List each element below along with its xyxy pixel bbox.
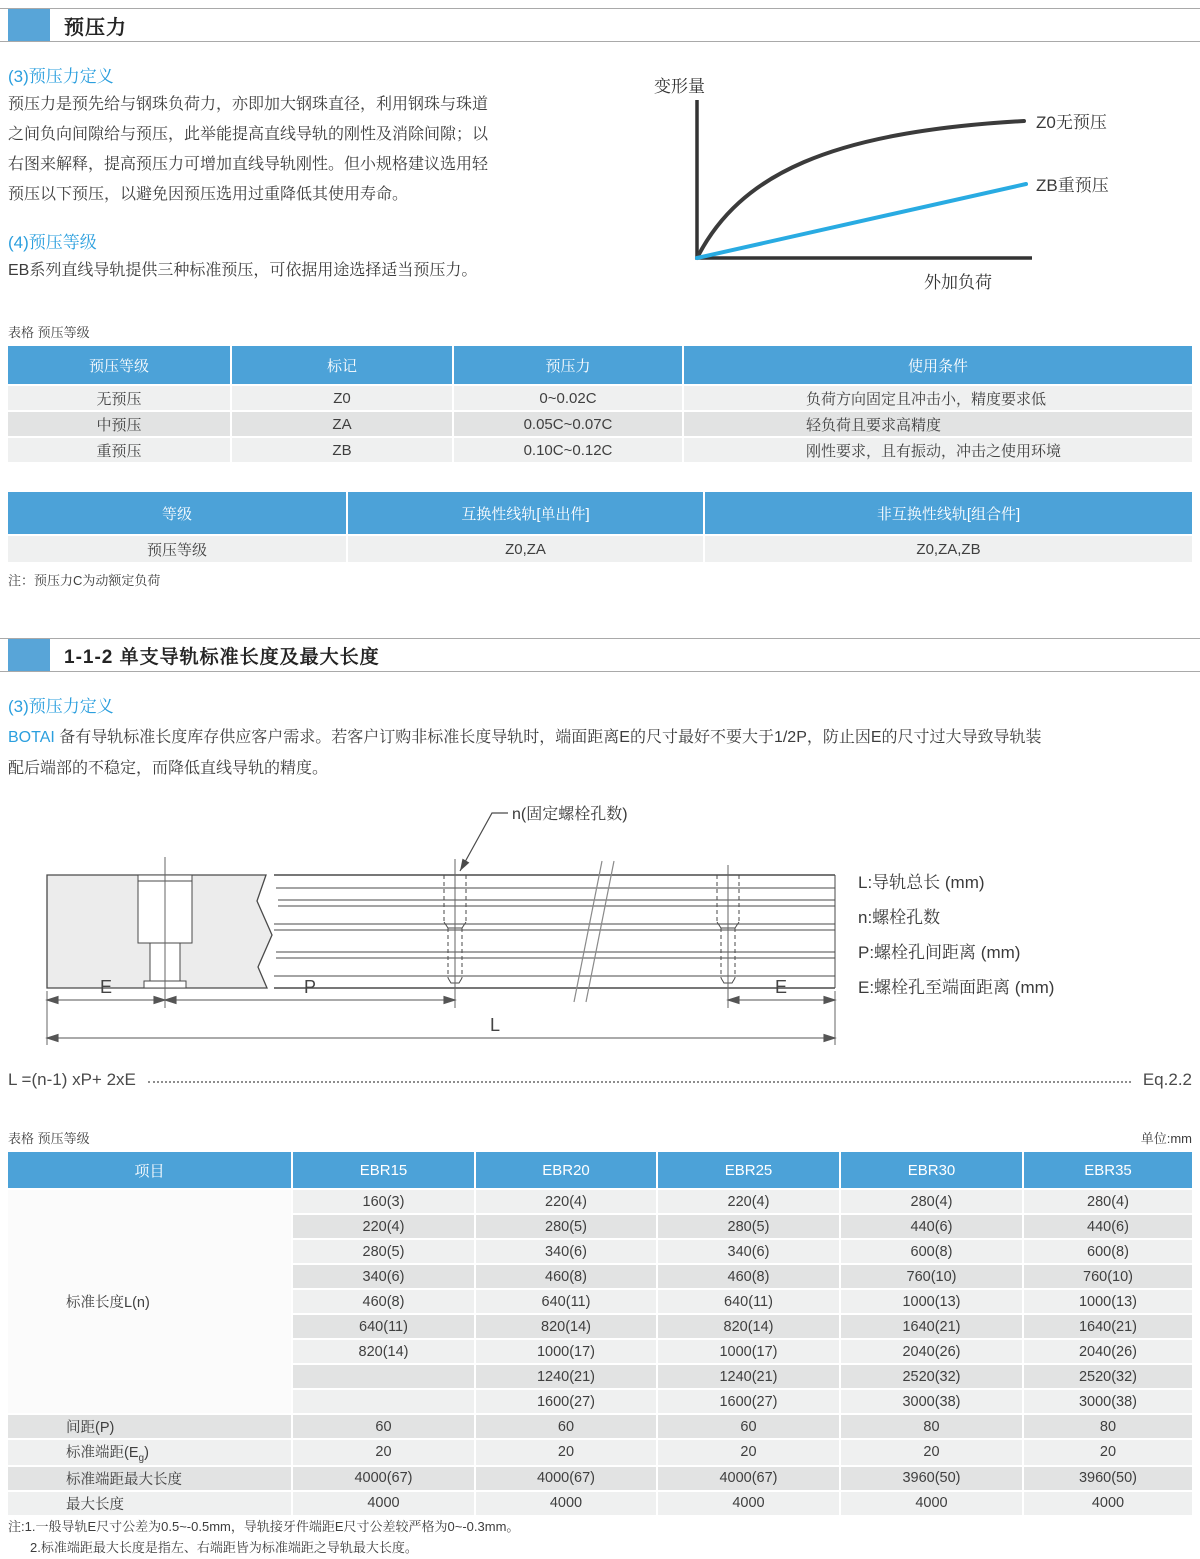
cell: 280(5)	[476, 1215, 656, 1238]
table-row	[8, 1492, 1192, 1515]
preload-grade-table	[6, 344, 1194, 464]
cell: 640(11)	[658, 1290, 839, 1313]
table-header-row	[8, 1152, 1192, 1188]
row-label: 标准端距最大长度	[8, 1467, 291, 1490]
cell: 280(5)	[293, 1240, 474, 1263]
series-label-zb: ZB重预压	[1036, 176, 1109, 195]
rail-length-paragraph	[8, 722, 1192, 784]
cell: 340(6)	[658, 1240, 839, 1263]
preload-stiffness-chart	[640, 66, 1192, 301]
cell: 640(11)	[293, 1315, 474, 1338]
cell: 预压等级	[8, 536, 346, 562]
cell: 220(4)	[293, 1215, 474, 1238]
cell: 3960(50)	[841, 1467, 1022, 1490]
cell: 80	[1024, 1415, 1192, 1438]
column-header: 项目	[8, 1152, 291, 1188]
cell: 负荷方向固定且冲击小，精度要求低	[684, 386, 1192, 410]
cell: 820(14)	[658, 1315, 839, 1338]
heading-preload-grade: (4)预压等级	[8, 233, 97, 252]
cell: 1640(21)	[1024, 1315, 1192, 1338]
table-row	[8, 412, 1192, 436]
cell: 1600(27)	[658, 1390, 839, 1413]
cell: 4000	[476, 1492, 656, 1515]
section1-title: 预压力	[64, 16, 127, 39]
paragraph-line: 右图来解释，提高预压力可增加直线导轨刚性。但小规格建议选用轻	[8, 156, 489, 173]
cell: 460(8)	[476, 1265, 656, 1288]
chart-x-axis-label: 外加负荷	[924, 273, 992, 292]
dotted-leader	[148, 1081, 1131, 1083]
column-header: 互换性线轨[单出件]	[348, 492, 703, 534]
row-label: 最大长度	[8, 1492, 291, 1515]
cell: 80	[841, 1415, 1022, 1438]
cell: 2520(32)	[1024, 1365, 1192, 1388]
cell: 0.05C~0.07C	[454, 412, 682, 436]
standard-length-table	[6, 1150, 1194, 1517]
label-subscript: g	[138, 1452, 145, 1464]
cell: 340(6)	[476, 1240, 656, 1263]
cell: 4000	[658, 1492, 839, 1515]
column-header: 使用条件	[684, 346, 1192, 384]
table-row	[8, 1440, 1192, 1465]
accent-square-icon	[8, 639, 50, 671]
cell: 340(6)	[293, 1265, 474, 1288]
cell: 20	[476, 1440, 656, 1465]
cell: 760(10)	[1024, 1265, 1192, 1288]
hidden-bolt-hole-1	[444, 859, 466, 1008]
cell: 4000	[1024, 1492, 1192, 1515]
paragraph-line: 预压以下预压，以避免因预压选用过重降低其使用寿命。	[8, 186, 409, 203]
table3-footnote-2: 2.标准端距最大长度是指左、右端距皆为标准端距之导轨最大长度。	[30, 1540, 418, 1555]
cell: 20	[658, 1440, 839, 1465]
table2-footnote: 注：预压力C为动额定负荷	[8, 573, 161, 588]
paragraph-line: 之间负向间隙给与预压，此举能提高直线导轨的刚性及消除间隙；以	[8, 126, 489, 143]
preload-definition-paragraph	[8, 90, 608, 210]
equation-number: Eq.2.2	[1142, 1070, 1192, 1089]
column-header: 预压等级	[8, 346, 230, 384]
cell: 280(5)	[658, 1215, 839, 1238]
cell: 600(8)	[841, 1240, 1022, 1263]
dim-label-l: L	[489, 1015, 501, 1035]
preload-grade-paragraph: EB系列直线导轨提供三种标准预压，可依据用途选择适当预压力。	[8, 262, 478, 279]
brand-text: BOTAI	[8, 729, 55, 746]
chart-y-axis-label: 变形量	[654, 77, 705, 96]
row-label	[8, 1440, 291, 1465]
cell: 3000(38)	[1024, 1390, 1192, 1413]
cell: 中预压	[8, 412, 230, 436]
diagram-legend	[858, 873, 1054, 997]
cell: 无预压	[8, 386, 230, 410]
column-header: EBR35	[1024, 1152, 1192, 1188]
cell	[293, 1365, 474, 1388]
rail-dimension-diagram	[8, 795, 1192, 1075]
accent-square-icon	[8, 9, 50, 41]
std-length-label-cell: 标准长度L(n)	[8, 1190, 291, 1413]
length-formula-row	[8, 1070, 1192, 1090]
dim-label-e-left: E	[99, 977, 113, 997]
column-header: EBR25	[658, 1152, 839, 1188]
cell: Z0	[232, 386, 452, 410]
section1-title-bar	[0, 8, 1200, 42]
cell: 820(14)	[476, 1315, 656, 1338]
cell: 1240(21)	[476, 1365, 656, 1388]
interchangeability-table	[6, 490, 1194, 564]
cell: 刚性要求，且有振动，冲击之使用环境	[684, 438, 1192, 462]
section2-title-bar	[0, 638, 1200, 672]
unit-label: 单位:mm	[1140, 1131, 1192, 1146]
cell: 220(4)	[658, 1190, 839, 1213]
cell: 60	[293, 1415, 474, 1438]
column-header: 非互换性线轨[组合件]	[705, 492, 1192, 534]
table-row	[8, 536, 1192, 562]
column-header: 预压力	[454, 346, 682, 384]
cell: 2520(32)	[841, 1365, 1022, 1388]
section2-title: 1-1-2 单支导轨标准长度及最大长度	[64, 646, 380, 668]
cell: 20	[293, 1440, 474, 1465]
dim-label-p: P	[303, 977, 317, 997]
column-header: EBR15	[293, 1152, 474, 1188]
cell: ZA	[232, 412, 452, 436]
cell: 20	[841, 1440, 1022, 1465]
cell: 1000(17)	[476, 1340, 656, 1363]
legend-line: E:螺栓孔至端面距离 (mm)	[858, 978, 1055, 997]
cell: 0~0.02C	[454, 386, 682, 410]
table3-footnote-1: 注:1.一般导轨E尺寸公差为0.5~-0.5mm，导轨接牙件端距E尺寸公差较严格为0~-0.3mm。	[8, 1519, 520, 1534]
cell: Z0,ZA,ZB	[705, 536, 1192, 562]
cell: 1600(27)	[476, 1390, 656, 1413]
cell: 1240(21)	[658, 1365, 839, 1388]
table-row	[8, 1190, 1192, 1213]
cell: 重预压	[8, 438, 230, 462]
cell: 460(8)	[658, 1265, 839, 1288]
paragraph-line: 备有导轨标准长度库存供应客户需求。若客户订购非标准长度导轨时，端面距离E的尺寸最好不要大于1/2P，防止因E的尺寸过大导致导轨装	[54, 729, 1042, 746]
table-header-row	[8, 492, 1192, 534]
cell: 600(8)	[1024, 1240, 1192, 1263]
cell: 4000(67)	[293, 1467, 474, 1490]
column-header: 等级	[8, 492, 346, 534]
legend-line: P:螺栓孔间距离 (mm)	[858, 943, 1021, 962]
label-text: )	[144, 1445, 149, 1461]
legend-line: n:螺栓孔数	[858, 908, 941, 927]
table-row	[8, 386, 1192, 410]
cell: 轻负荷且要求高精度	[684, 412, 1192, 436]
cell: 280(4)	[841, 1190, 1022, 1213]
break-marks	[574, 861, 614, 1002]
cell: 3000(38)	[841, 1390, 1022, 1413]
column-header: 标记	[232, 346, 452, 384]
cell: 4000	[841, 1492, 1022, 1515]
cell	[293, 1390, 474, 1413]
cell: 440(6)	[841, 1215, 1022, 1238]
cell: 1000(17)	[658, 1340, 839, 1363]
paragraph-line: 配后端部的不稳定，而降低直线导轨的精度。	[8, 760, 329, 777]
column-header: EBR20	[476, 1152, 656, 1188]
cell: 760(10)	[841, 1265, 1022, 1288]
heading-section2-definition: (3)预压力定义	[8, 697, 114, 716]
table-header-row	[8, 346, 1192, 384]
cell: 1640(21)	[841, 1315, 1022, 1338]
cell: 460(8)	[293, 1290, 474, 1313]
cell: 4000(67)	[658, 1467, 839, 1490]
cell: 4000(67)	[476, 1467, 656, 1490]
callout-bolt-hole-count: n(固定螺栓孔数)	[512, 806, 628, 823]
table1-caption: 表格 预压等级	[8, 325, 90, 340]
rail-side-view	[274, 875, 835, 988]
table-row	[8, 1415, 1192, 1438]
formula-expression: L =(n-1) xP+ 2xE	[8, 1070, 136, 1089]
paragraph-line: 预压力是预先给与钢珠负荷力，亦即加大钢珠直径，利用钢珠与珠道	[8, 96, 489, 113]
cell: 4000	[293, 1492, 474, 1515]
table3-caption-row	[8, 1128, 1192, 1147]
cell: 0.10C~0.12C	[454, 438, 682, 462]
cell: ZB	[232, 438, 452, 462]
cell: 20	[1024, 1440, 1192, 1465]
cell: Z0,ZA	[348, 536, 703, 562]
dim-label-e-right: E	[774, 977, 788, 997]
cell: 2040(26)	[1024, 1340, 1192, 1363]
row-label: 间距(P)	[8, 1415, 291, 1438]
cell: 640(11)	[476, 1290, 656, 1313]
cell: 1000(13)	[1024, 1290, 1192, 1313]
hidden-bolt-hole-2	[717, 865, 739, 1008]
cell: 160(3)	[293, 1190, 474, 1213]
cell: 60	[658, 1415, 839, 1438]
cell: 440(6)	[1024, 1215, 1192, 1238]
cell: 3960(50)	[1024, 1467, 1192, 1490]
curve-z0-no-preload	[697, 121, 1024, 258]
legend-line: L:导轨总长 (mm)	[858, 873, 985, 892]
cell: 60	[476, 1415, 656, 1438]
heading-preload-definition: (3)预压力定义	[8, 67, 114, 86]
callout-leader	[460, 813, 508, 871]
cell: 2040(26)	[841, 1340, 1022, 1363]
table3-caption: 表格 预压等级	[8, 1131, 90, 1146]
series-label-z0: Z0无预压	[1036, 113, 1107, 132]
cell: 220(4)	[476, 1190, 656, 1213]
cell: 820(14)	[293, 1340, 474, 1363]
cell: 280(4)	[1024, 1190, 1192, 1213]
table-row	[8, 1467, 1192, 1490]
label-text: 标准端距(E	[66, 1445, 139, 1461]
cell: 1000(13)	[841, 1290, 1022, 1313]
table-row	[8, 438, 1192, 462]
column-header: EBR30	[841, 1152, 1022, 1188]
